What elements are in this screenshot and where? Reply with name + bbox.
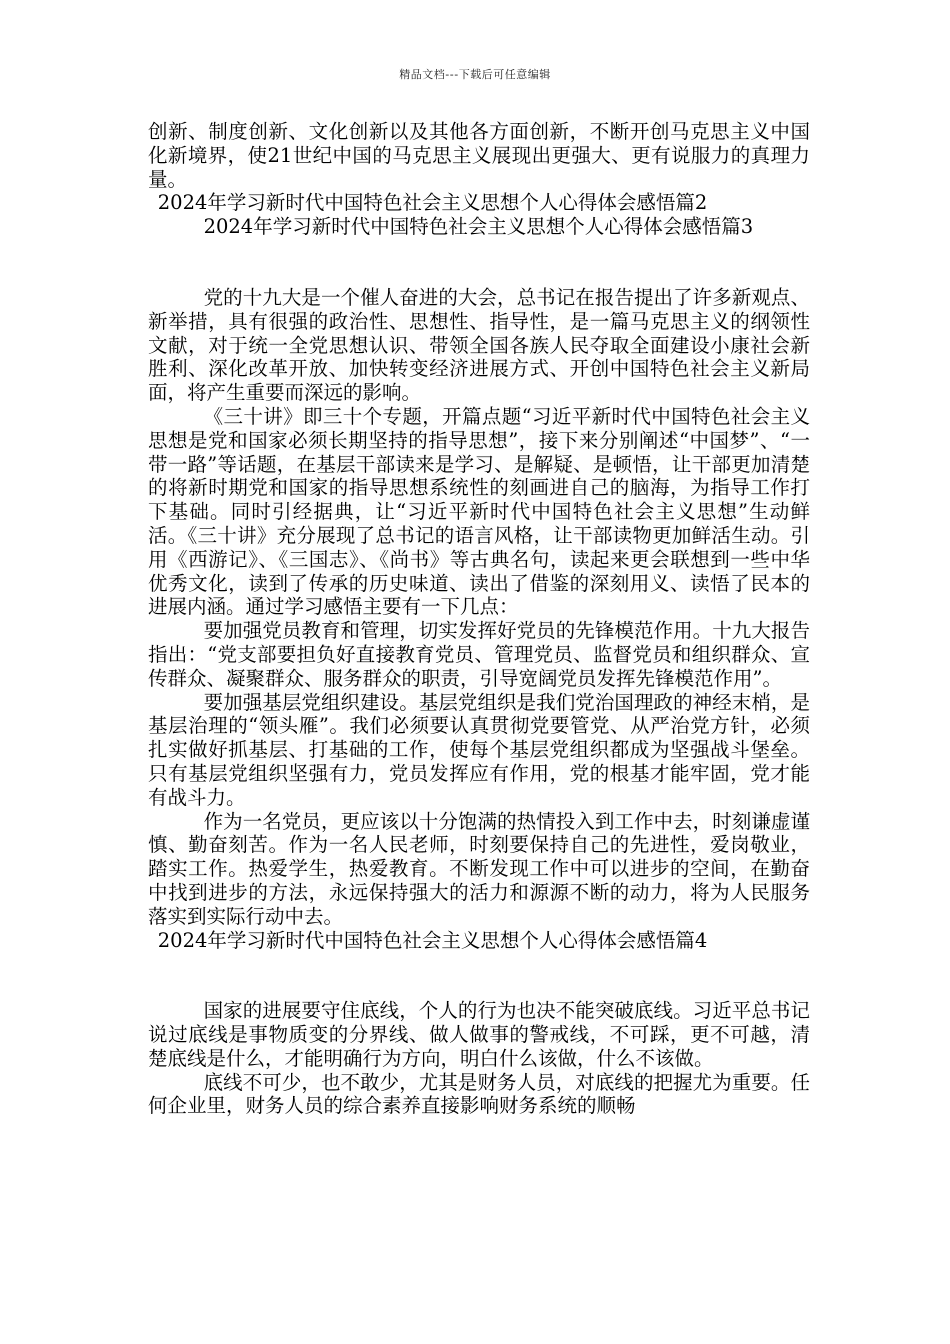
section-heading-4: 2024年学习新时代中国特色社会主义思想个人心得体会感悟篇4 (157, 928, 708, 952)
paragraph: 底线不可少，也不敢少，尤其是财务人员，对底线的把握尤为重要。任何企业里，财务人员的综合素养直接影响财务系统的顺畅 (148, 1070, 810, 1118)
page-header-note: 精品文档---下载后可任意编辑 (399, 68, 551, 81)
blank-space (148, 239, 810, 286)
paragraph: 要加强基层党组织建设。基层党组织是我们党治国理政的神经末梢，是基层治理的“领头雁”。我们必须要认真贯彻党要管党、从严治党方针，必须扎实做好抓基层、打基础的工作，使每个基层党组织都成为坚强战斗堡垒。只有基层党组织坚强有力，党员发挥应有作用，党的根基才能牢固，党才能有战斗力。 (148, 690, 810, 809)
blank-space (148, 952, 810, 999)
paragraph: 党的十九大是一个催人奋进的大会，总书记在报告提出了许多新观点、新举措，具有很强的政治性、思想性、指导性，是一篇马克思主义的纲领性文献，对于统一全党思想认识、带领全国各族人民夺取全面建设小康社会新胜利、深化改革开放、加快转变经济进展方式、开创中国特色社会主义新局面，将产生重要而深远的影响。 (148, 285, 810, 405)
paragraph: 《三十讲》即三十个专题，开篇点题“习近平新时代中国特色社会主义思想是党和国家必须长期坚持的指导思想”，接下来分别阐述“中国梦”、“一带一路”等话题，在基层干部读来是学习、是解疑、是顿悟，让干部更加清楚的将新时期党和国家的指导思想系统性的刻画进自己的脑海，为指导工作打下基础。同时引经据典，让“习近平新时代中国特色社会主义思想”生动鲜活。《三十讲》充分展现了总书记的语言风格，让干部读物更加鲜活生动。引用《西游记》、《三国志》、《尚书》等古典名句，读起来更会联想到一些中华优秀文化，读到了传承的历史味道、读出了借鉴的深刻用义、读悟了民本的进展内涵。通过学习感悟主要有一下几点： (148, 404, 810, 619)
paragraph-intro: 创新、制度创新、文化创新以及其他各方面创新，不断开创马克思主义中国化新境界，使21世纪中国的马克思主义展现出更强大、更有说服力的真理力量。 (148, 120, 810, 191)
section-heading-3: 2024年学习新时代中国特色社会主义思想个人心得体会感悟篇3 (203, 215, 754, 239)
section-heading-2: 2024年学习新时代中国特色社会主义思想个人心得体会感悟篇2 (157, 191, 708, 215)
paragraph: 要加强党员教育和管理，切实发挥好党员的先锋模范作用。十九大报告指出：“党支部要担负好直接教育党员、管理党员、监督党员和组织群众、宣传群众、凝聚群众、服务群众的职责，引导宽阔党员发挥先锋模范作用”。 (148, 619, 810, 690)
paragraph: 作为一名党员，更应该以十分饱满的热情投入到工作中去，时刻谦虚谨慎、勤奋刻苦。作为一名人民老师，时刻要保持自己的先进性，爱岗敬业，踏实工作。热爱学生，热爱教育。不断发现工作中可以进步的空间，在勤奋中找到进步的方法，永远保持强大的活力和源源不断的动力，将为人民服务落实到实际行动中去。 (148, 809, 810, 928)
paragraph: 国家的进展要守住底线，个人的行为也决不能突破底线。习近平总书记说过底线是事物质变的分界线、做人做事的警戒线，不可踩，更不可越，清楚底线是什么，才能明确行为方向，明白什么该做，什么不该做。 (148, 999, 810, 1070)
document-body (148, 120, 810, 1118)
